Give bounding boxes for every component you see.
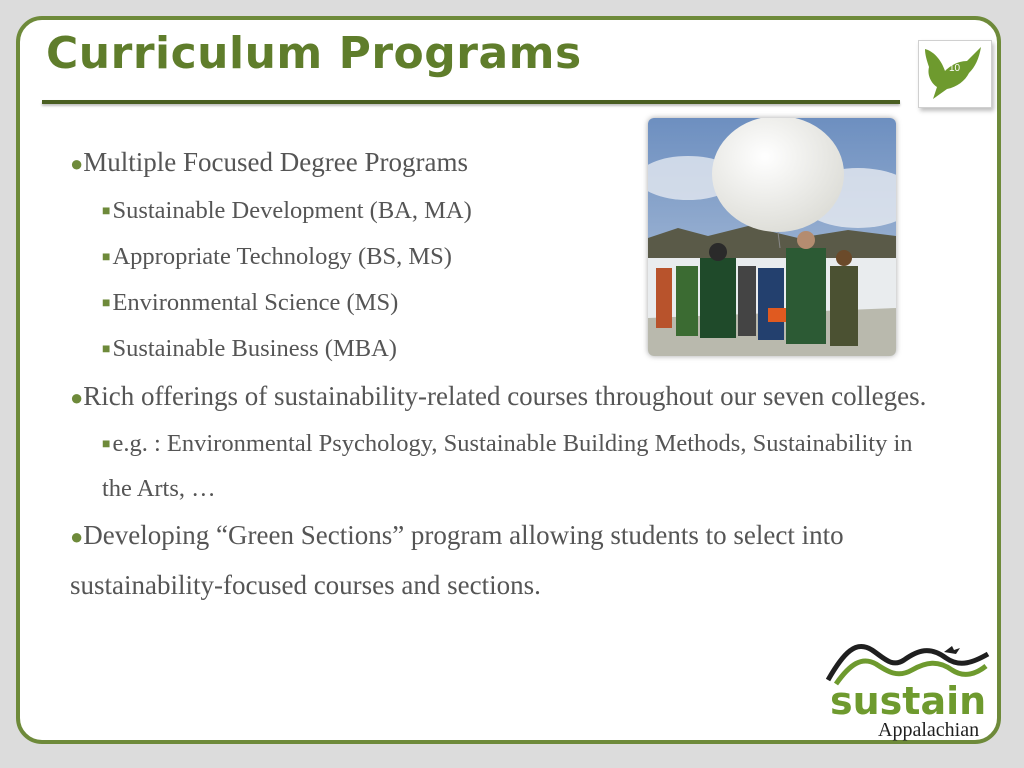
- sub-bullet: ■Sustainable Development (BA, MA): [102, 197, 472, 224]
- bullet-dot-icon: ●: [70, 151, 84, 176]
- bullet-dot-icon: ●: [70, 524, 84, 549]
- slide-title: Curriculum Programs: [46, 28, 582, 79]
- sub-bullet: ■Sustainable Business (MBA): [102, 335, 397, 362]
- sub-bullet: ■Environmental Science (MS): [102, 289, 399, 316]
- square-bullet-icon: ■: [102, 437, 111, 452]
- square-bullet-icon: ■: [102, 342, 111, 357]
- square-bullet-icon: ■: [102, 296, 111, 311]
- sub-bullet: ■e.g. : Environmental Psychology, Sustainable Building Methods, Sustainability in the Arts, …: [102, 430, 913, 502]
- title-divider: [42, 100, 900, 104]
- svg-text:Appalachian: Appalachian: [878, 719, 980, 741]
- slide-body: [70, 138, 930, 609]
- svg-text:sustain: sustain: [830, 679, 987, 723]
- slide-number: 10: [949, 63, 961, 74]
- bird-icon: [919, 41, 991, 107]
- bullet-dot-icon: ●: [70, 385, 84, 410]
- bullet-1: ●Multiple Focused Degree Programs: [70, 147, 468, 177]
- sub-bullet: ■Appropriate Technology (BS, MS): [102, 243, 452, 270]
- square-bullet-icon: ■: [102, 250, 111, 265]
- bullet-3: ●Developing “Green Sections” program allowing students to select into sustainability-focused courses and sections.: [70, 520, 844, 600]
- sustain-appalachian-logo: [826, 632, 992, 744]
- bullet-2: ●Rich offerings of sustainability-related courses throughout our seven colleges.: [70, 381, 927, 411]
- square-bullet-icon: ■: [102, 204, 111, 219]
- slide-number-badge: [918, 40, 992, 108]
